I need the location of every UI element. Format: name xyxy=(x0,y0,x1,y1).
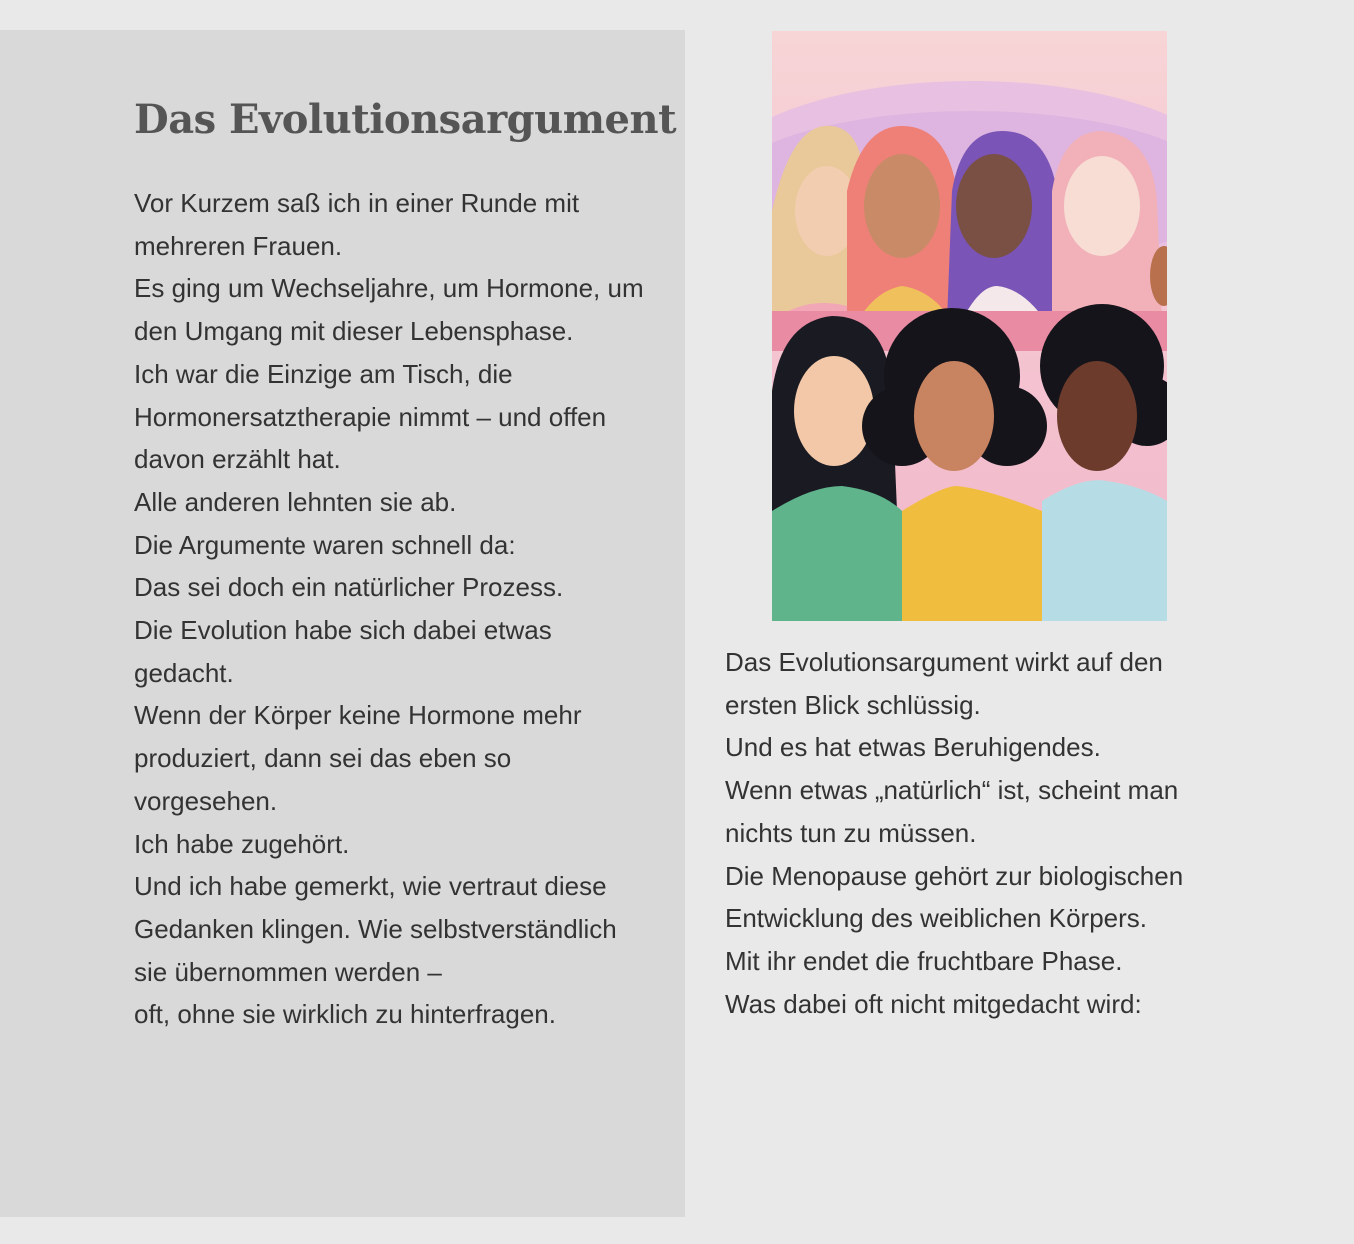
text-line: Alle anderen lehnten sie ab. xyxy=(134,486,457,517)
text-line: Und ich habe gemerkt, wie vertraut diese xyxy=(134,871,607,902)
right-text-block xyxy=(725,641,1245,1025)
text-line: Die Menopause gehört zur biologischen xyxy=(725,860,1184,891)
text-line: Hormonersatztherapie nimmt – und offen xyxy=(134,401,607,432)
text-line: gedacht. xyxy=(134,657,234,688)
text-line: Die Argumente waren schnell da: xyxy=(134,529,516,560)
text-line: mehreren Frauen. xyxy=(134,230,343,261)
text-line: nichts tun zu müssen. xyxy=(725,817,977,848)
page-title: Das Evolutionsargument xyxy=(134,96,677,143)
text-line: Die Evolution habe sich dabei etwas xyxy=(134,615,552,646)
text-line: Gedanken klingen. Wie selbstverständlich xyxy=(134,913,617,944)
text-line: vorgesehen. xyxy=(134,785,278,816)
text-line: Das Evolutionsargument wirkt auf den xyxy=(725,647,1163,677)
text-line: Mit ihr endet die fruchtbare Phase. xyxy=(725,945,1123,976)
left-text-block xyxy=(134,182,679,1036)
text-line: Ich war die Einzige am Tisch, die xyxy=(134,358,513,389)
text-line: Wenn der Körper keine Hormone mehr xyxy=(134,700,582,731)
text-line: produziert, dann sei das eben so xyxy=(134,743,512,774)
text-line: Was dabei oft nicht mitgedacht wird: xyxy=(725,988,1142,1019)
text-line: Es ging um Wechseljahre, um Hormone, um xyxy=(134,273,644,304)
women-illustration xyxy=(772,31,1167,621)
text-line: ersten Blick schlüssig. xyxy=(725,689,981,720)
text-line: sie übernommen werden – xyxy=(134,956,442,987)
text-line: Ich habe zugehört. xyxy=(134,828,350,859)
text-line: Vor Kurzem saß ich in einer Runde mit xyxy=(134,188,580,218)
text-line: Entwicklung des weiblichen Körpers. xyxy=(725,903,1147,934)
text-line: davon erzählt hat. xyxy=(134,444,341,475)
text-line: oft, ohne sie wirklich zu hinterfragen. xyxy=(134,999,556,1030)
text-line: Wenn etwas „natürlich“ ist, scheint man xyxy=(725,775,1179,806)
text-line: Das sei doch ein natürlicher Prozess. xyxy=(134,572,564,603)
text-line: Und es hat etwas Beruhigendes. xyxy=(725,732,1101,763)
text-line: den Umgang mit dieser Lebensphase. xyxy=(134,316,574,347)
